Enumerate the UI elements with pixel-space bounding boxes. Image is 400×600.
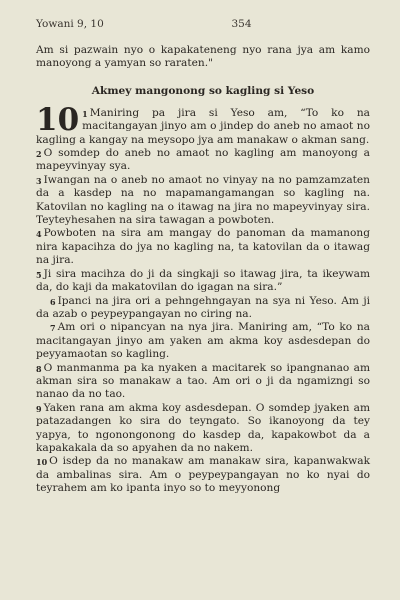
verse-number: 3 bbox=[36, 175, 42, 186]
verse bbox=[36, 101, 370, 147]
section-heading: Akmey mangonong so kagling si Yeso bbox=[91, 84, 315, 97]
verse bbox=[36, 227, 370, 267]
verse-text: Yaken rana am akma koy asdesdepan. O somdep jyaken am patazadangen ko sira do teyngato. So ikanoyong da tey yapya, to ngonongonong do kasdep da, kapakowbot da a kapakakala da so apyahen da no nakem. bbox=[36, 401, 370, 454]
running-reference: Yowani 9, 10 bbox=[36, 18, 104, 30]
verse bbox=[36, 174, 370, 228]
verse-text: Powboten na sira am mangay do panoman da mamanong nira kapacihza do jya no kagling na, ta katovilan da o itawag na jira. bbox=[36, 227, 370, 267]
verse-number: 9 bbox=[36, 403, 42, 414]
verse bbox=[36, 147, 370, 174]
verse bbox=[36, 268, 370, 295]
verse bbox=[36, 402, 370, 456]
verse-text: O isdep da no manakaw am manakaw sira, kapanwakwak da ambalinas sira. Am o peypeypangayan no ko nyai do teyrahem am ko ipanta inyo so to meyyonong bbox=[36, 455, 370, 495]
verse-number: 8 bbox=[36, 363, 42, 374]
verse-number: 1 bbox=[82, 108, 88, 119]
verse-number: 6 bbox=[50, 296, 56, 307]
opening-paragraph: Am si pazwain nyo o kapakateneng nyo rana jya am kamo manoyong a yamyan so raraten." bbox=[36, 44, 370, 70]
page-number: 354 bbox=[231, 18, 252, 30]
verse bbox=[36, 455, 370, 495]
verse-text: Ji sira macihza do ji da singkaji so itawag jira, ta ikeywam da, do kaji da makatovilan do igagan na sira.” bbox=[36, 267, 370, 294]
verse bbox=[36, 321, 370, 361]
verse bbox=[36, 362, 370, 402]
verse-number: 10 bbox=[36, 457, 48, 468]
verse-number: 7 bbox=[50, 323, 56, 334]
verse bbox=[36, 295, 370, 322]
verse-text: Am ori o nipancyan na nya jira. Maniring am, “To ko na macitangayan jinyo am yaken am akma koy asdesdepan do peyyamaotan so kagling. bbox=[36, 321, 370, 361]
verse-number: 5 bbox=[36, 269, 42, 280]
verse-number: 4 bbox=[36, 229, 42, 240]
page-header bbox=[36, 18, 370, 30]
chapter-number: 10 bbox=[36, 101, 80, 138]
scripture-text bbox=[36, 44, 370, 496]
verse-text: O manmanma pa ka nyaken a macitarek so ipangnanao am akman sira so manakaw a tao. Am ori o ji da ngamizngi so nanao da no tao. bbox=[36, 361, 370, 401]
verse-text: Ipanci na jira ori a pehngehngayan na sya ni Yeso. Am ji da azab o peypeypangayan no ciring na. bbox=[36, 294, 370, 320]
verse-text: Iwangan na o aneb no amaot no vinyay na no pamzamzaten da a kasdep na no mapamangamangan so kagling na. Katovilan no kagling na o itawag na jira no mapeyvinyay sira. Teyteyhesahen na sira tawagan a powboten. bbox=[36, 173, 370, 227]
verse-text: O somdep do aneb no amaot no kagling am manoyong a mapeyvinyay sya. bbox=[36, 147, 370, 173]
verse-number: 2 bbox=[36, 149, 42, 160]
verse-text: Maniring pa jira si Yeso am, “To ko na macitangayan jinyo am o jindep do aneb no amaot no kagling a kangay na meysopo jya am manakaw o akman sang. bbox=[36, 106, 370, 146]
chapter-block bbox=[36, 101, 370, 147]
